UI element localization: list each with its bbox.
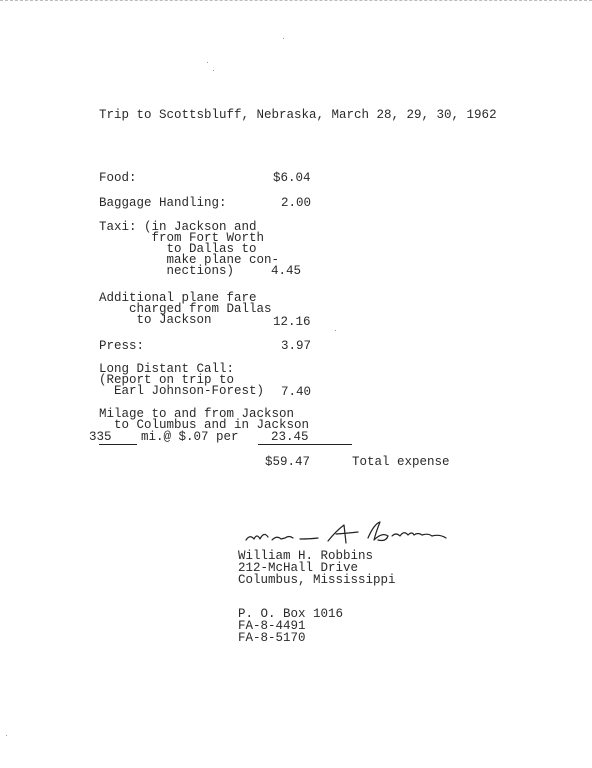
signer-street: 212-McHall Drive [238,561,359,575]
scan-speck [283,38,284,39]
item-planefare-label: Additional plane fare charged from Dallas to Jackson [99,291,272,327]
total-amount: $59.47 [265,455,311,469]
page-top-edge [0,0,592,7]
item-call-amount: 7.40 [281,385,312,399]
signer-name: William H. Robbins [238,549,374,563]
po-box: P. O. Box 1016 [238,607,344,621]
item-press-label: Press: [99,339,145,353]
item-taxi-label: Taxi: (in Jackson and from Fort Worth to Dallas to make plane con- nections) [99,220,280,278]
item-call-label: Long Distant Call: (Report on trip to Earl Johnson-Forest) [99,362,265,398]
phone-1: FA-8-4491 [238,619,306,633]
mileage-label: Milage to and from Jackson to Columbus and in Jackson [99,407,310,432]
item-food-amount: $6.04 [273,171,311,185]
item-baggage-label: Baggage Handling: [99,196,227,210]
scan-speck [207,62,208,63]
mileage-amount: 23.45 [271,430,309,444]
document-title: Trip to Scottsbluff, Nebraska, March 28, 29, 30, 1962 [99,108,497,122]
signer-city: Columbus, Mississippi [238,573,396,587]
item-press-amount: 3.97 [281,339,312,353]
handwritten-signature [240,514,466,554]
item-planefare-amount: 12.16 [273,315,311,329]
item-food-label: Food: [99,171,137,185]
total-rule [258,444,352,445]
total-label: Total expense [352,455,450,469]
phone-2: FA-8-5170 [238,631,306,645]
scan-speck [6,735,7,736]
scan-speck [213,70,214,71]
scan-speck [335,330,336,331]
mileage-miles: 335 [89,430,112,444]
item-baggage-amount: 2.00 [281,196,312,210]
mileage-rate: mi.@ $.07 per [141,430,239,444]
miles-underline [99,444,137,445]
item-taxi-amount: 4.45 [271,264,302,278]
